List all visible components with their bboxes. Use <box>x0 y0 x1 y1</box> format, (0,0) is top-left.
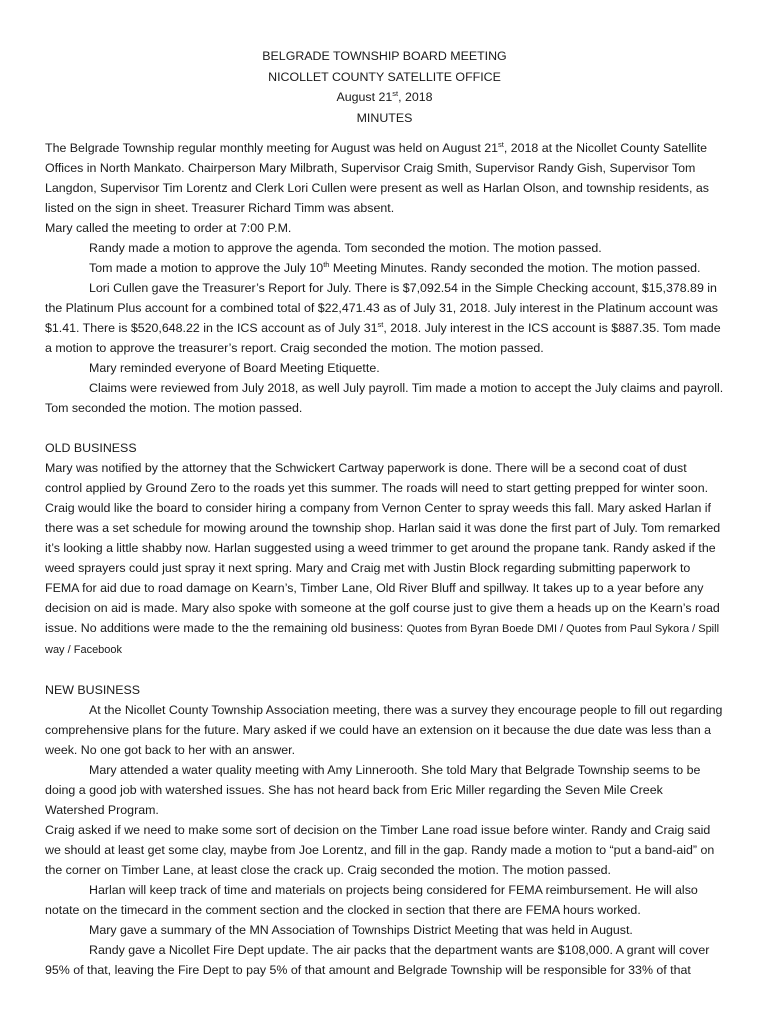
header-date-suffix: st <box>392 88 399 98</box>
intro-paragraph <box>45 138 724 218</box>
new-business-water-quality: Mary attended a water quality meeting with Amy Linnerooth. She told Mary that Belgrade Township seems to be doing a good job with watershed issues. She has not heard back from Eric Miller regarding the Seven Mile Creek Watershed Program. <box>45 763 701 817</box>
new-business-fema: Harlan will keep track of time and materials on projects being considered for FEMA reimbursement. He will also notate on the timecard in the comment section and the clocked in section that there are FEMA hours worked. <box>45 883 698 917</box>
document-header <box>45 46 724 128</box>
minutes-motion-suffix: th <box>323 259 330 269</box>
old-business-heading: OLD BUSINESS <box>45 441 137 455</box>
header-title: BELGRADE TOWNSHIP BOARD MEETING <box>262 49 507 63</box>
header-minutes: MINUTES <box>356 110 413 125</box>
new-business-timber-lane: Craig asked if we need to make some sort of decision on the Timber Lane road issue before winter. Randy and Craig said we should at least get some clay, maybe from Joe Lorentz, and fill in the gap. Randy made a motion to “put a band-aid” on the corner on Timber Lane, at least close the crack up. Craig seconded the motion. The motion passed. <box>45 823 715 877</box>
intro-text-a: The Belgrade Township regular monthly meeting for August was held on August 21 <box>45 141 498 155</box>
header-date <box>45 87 724 108</box>
treasurer-report-b: , 2018. July interest in the ICS account is $887.35. Tom made a motion to approve the treasurer’s report. Craig seconded the motion. The motion passed. <box>45 321 721 355</box>
intro-text-b: , 2018 at the Nicollet County Satellite Offices in North Mankato. Chairperson Mary Milbrath, Supervisor Craig Smith, Supervisor Randy Gish, Supervisor Tom Langdon, Supervisor Tim Lorentz and Clerk Lori Cullen were present as well as Harlan Olson, and township residents, as listed on the sign in sheet. Treasurer Richard Timm was absent. <box>45 141 709 215</box>
call-to-order: Mary called the meeting to order at 7:00 P.M. <box>45 221 292 235</box>
header-date-text: August 21 <box>336 90 393 104</box>
etiquette-reminder: Mary reminded everyone of Board Meeting Etiquette. <box>89 361 380 375</box>
old-business-text: Mary was notified by the attorney that the Schwickert Cartway paperwork is done. There will be a second coat of dust control applied by Ground Zero to the roads yet this summer. The roads will need to start getting prepped for winter soon. Craig would like the board to consider hiring a company from Vernon Center to spray weeds this fall. Mary asked Harlan if there was a set schedule for mowing around the township shop. Harlan said it was done the first part of July. Tom remarked it’s looking a little shabby now. Harlan suggested using a weed trimmer to get around the propane tank. Randy asked if the weed sprayers could just spray it next spring. Mary and Craig met with Justin Block regarding submitting paperwork to FEMA for aid due to road damage on Kearn’s, Timber Lane, Old River Bluff and spillway. It takes up to a year before any decision on aid is made. Mary also spoke with someone at the golf course just to give them a heads up on the Kearn’s road issue. No additions were made to the the remaining old business: <box>45 461 721 635</box>
new-business-fire-dept: Randy gave a Nicollet Fire Dept update. The air packs that the department wants are $108,000. A grant will cover 95% of that, leaving the Fire Dept to pay 5% of that amount and Belgrade Township will be responsible for 33% of that <box>45 943 710 977</box>
new-business-district-meeting: Mary gave a summary of the MN Association of Townships District Meeting that was held in August. <box>89 923 633 937</box>
header-office: NICOLLET COUNTY SATELLITE OFFICE <box>268 69 501 84</box>
minutes-motion-b: Meeting Minutes. Randy seconded the motion. The motion passed. <box>329 261 701 275</box>
treasurer-report-suffix: st <box>377 319 384 329</box>
header-date-year: , 2018 <box>398 90 433 104</box>
treasurer-report <box>45 278 724 358</box>
agenda-motion: Randy made a motion to approve the agenda. Tom seconded the motion. The motion passed. <box>89 241 602 255</box>
old-business-paragraph <box>45 458 724 660</box>
intro-suffix: st <box>498 139 504 149</box>
new-business-heading: NEW BUSINESS <box>45 683 141 697</box>
treasurer-report-a: Lori Cullen gave the Treasurer’s Report for July. There is $7,092.54 in the Simple Checking account, $15,378.89 in the Platinum Plus account for a combined total of $22,471.43 as of July 31, 2018. July interest in the Platinum account was $1.41. There is $520,648.22 in the ICS account as of July 31 <box>45 281 718 335</box>
minutes-motion <box>45 258 724 278</box>
old-business-list: Quotes from Byran Boede DMI / Quotes from Paul Sykora / Spill way / Facebook <box>45 623 720 656</box>
minutes-motion-a: Tom made a motion to approve the July 10 <box>89 261 324 275</box>
claims-review: Claims were reviewed from July 2018, as well July payroll. Tim made a motion to accept the July claims and payroll. Tom seconded the motion. The motion passed. <box>45 381 724 415</box>
new-business-survey: At the Nicollet County Township Association meeting, there was a survey they encourage people to fill out regarding comprehensive plans for the future. Mary asked if we could have an extension on it because the due date was less than a week. No one got back to her with an answer. <box>45 703 723 757</box>
